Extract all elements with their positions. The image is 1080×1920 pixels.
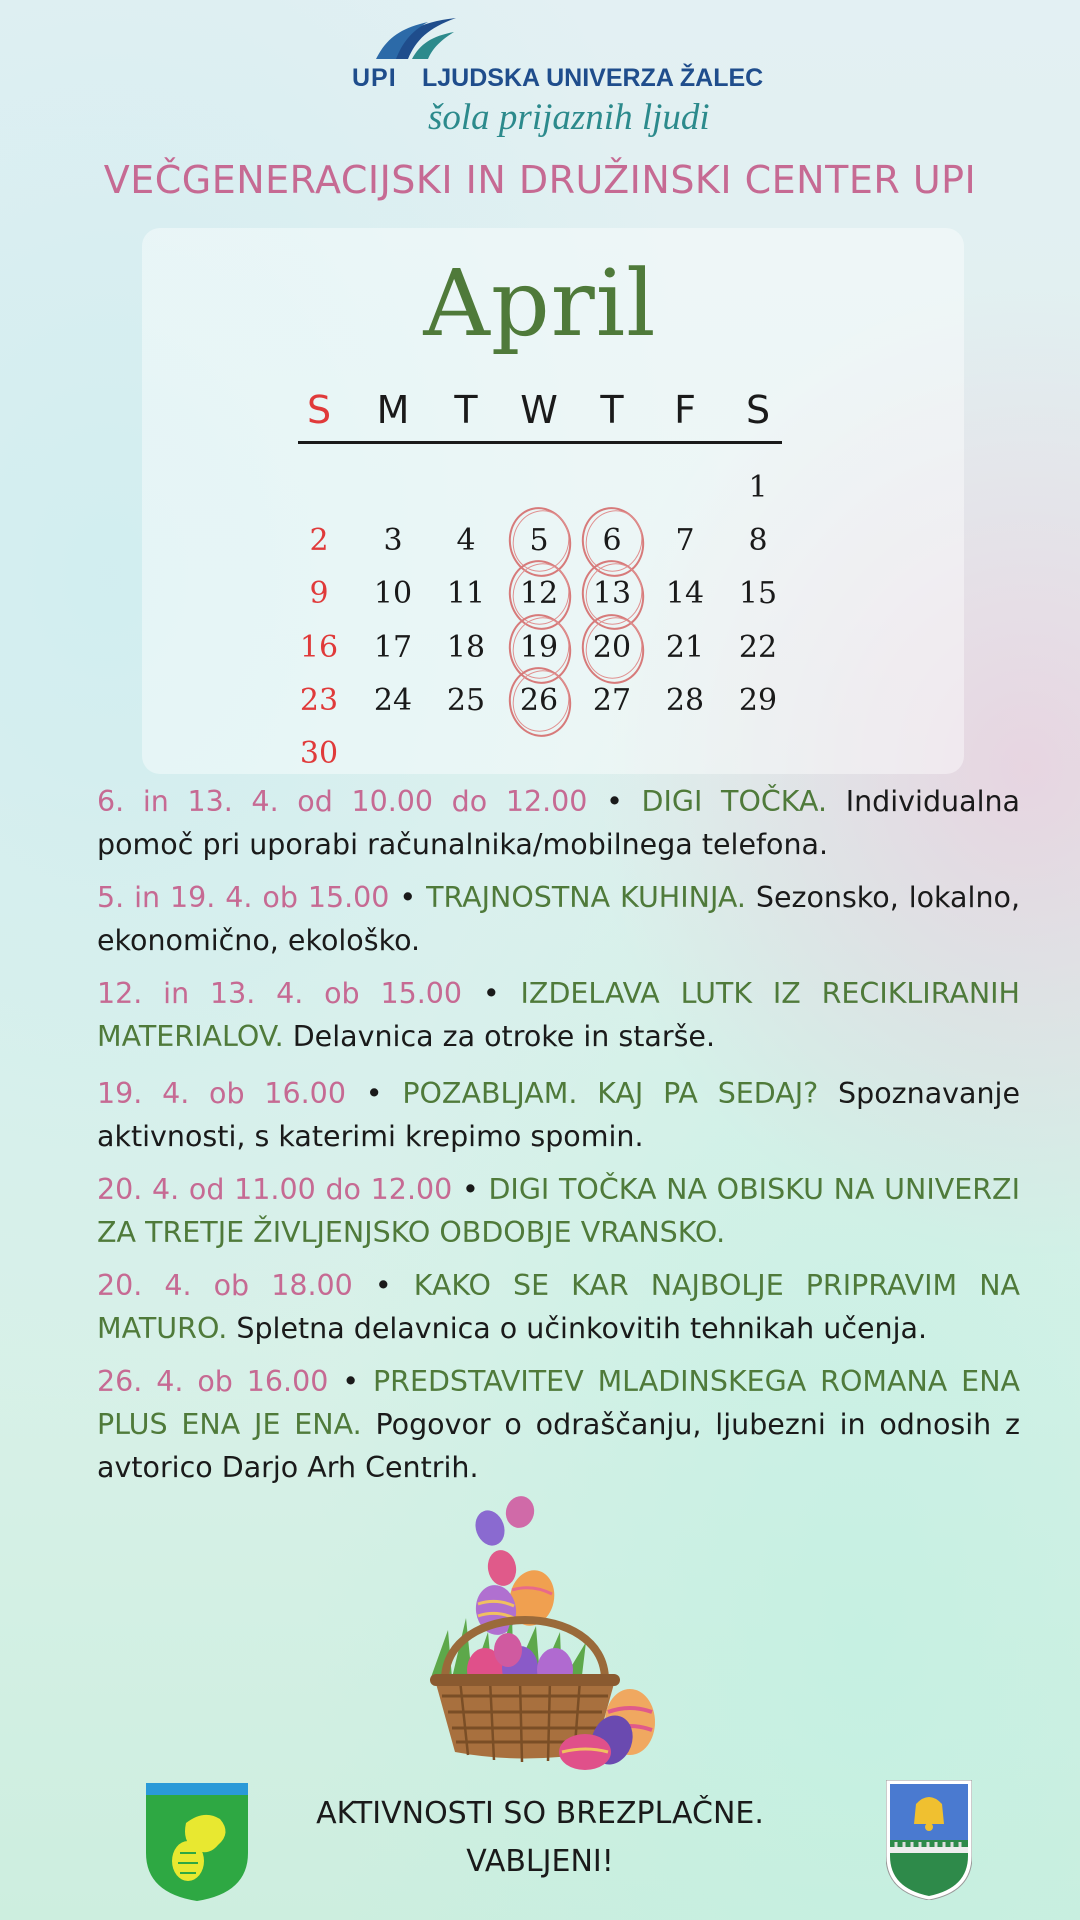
event-date: 6. in 13. 4. od 10.00 do 12.00 [97,785,588,818]
calendar-day: 21 [665,630,705,665]
logo-slogan-text: šola prijaznih ljudi [428,97,710,138]
calendar-day: 17 [373,630,413,665]
event-date: 19. 4. ob 16.00 [97,1077,346,1110]
calendar-day: 24 [373,683,413,718]
calendar-day: 4 [456,523,476,558]
event-date: 20. 4. od 11.00 do 12.00 [97,1173,453,1206]
easter-basket-icon [390,1490,690,1780]
calendar-day: 15 [738,576,778,611]
footer-line-welcome: VABLJENI! [466,1844,614,1879]
calendar-day: 8 [748,523,768,558]
event-item [97,972,1020,1058]
event-description: Spletna delavnica o učinkovitih tehnikah učenja. [236,1312,928,1345]
event-item [97,780,1020,866]
event-date: 12. in 13. 4. ob 15.00 [97,977,463,1010]
event-title: PREDSTAVITEV MLADINSKEGA ROMANA ENA PLUS ENA JE ENA. [97,1365,1021,1441]
bullet-separator: • [587,785,642,818]
calendar-day: 27 [592,683,632,718]
event-description: Individualna pomoč pri uporabi računalnika/mobilnega telefona. [97,785,1021,861]
bullet-separator: • [328,1365,373,1398]
calendar-day-header: F [674,388,696,432]
calendar-day: 22 [738,630,778,665]
calendar-day: 5 [529,523,549,558]
calendar-day: 26 [519,683,559,718]
event-description: Delavnica za otroke in starše. [292,1020,716,1053]
calendar-day: 18 [446,630,486,665]
page-title: VEČGENERACIJSKI IN DRUŽINSKI CENTER UPI [103,158,977,202]
calendar-day: 30 [299,736,339,771]
calendar-day: 19 [519,630,559,665]
event-item [97,1168,1020,1254]
calendar-day: 10 [373,576,413,611]
calendar-day: 7 [675,523,695,558]
calendar-day: 16 [299,630,339,665]
bullet-separator: • [389,881,427,914]
calendar-day: 1 [748,470,768,505]
bullet-separator: • [352,1269,414,1302]
calendar-day: 11 [446,576,486,611]
calendar-day: 13 [592,576,632,611]
bullet-separator: • [462,977,521,1010]
calendar-day-header: T [454,388,478,432]
event-item [97,1072,1020,1158]
calendar-day: 29 [738,683,778,718]
event-title: DIGI TOČKA. [641,785,828,818]
calendar-day: 14 [665,576,705,611]
calendar-day: 2 [309,523,329,558]
upi-logo [352,14,764,138]
calendar-day-headers [298,388,782,438]
calendar-day: 6 [602,523,622,558]
bell-crest-icon [886,1780,972,1900]
event-title: IZDELAVA LUTK IZ RECIKLIRANIH MATERIALOV. [97,977,1020,1053]
event-item [97,1360,1020,1489]
event-title: TRAJNOSTNA KUHINJA. [426,881,746,914]
logo-upi-text: UPI [352,64,397,92]
calendar-day: 25 [446,683,486,718]
calendar-day-header: S [745,388,771,432]
calendar-month: April [423,250,657,357]
event-list [97,780,1020,1489]
calendar-day: 28 [665,683,705,718]
event-date: 20. 4. ob 18.00 [97,1269,353,1302]
wave-logo-icon [368,14,458,64]
bullet-separator: • [452,1173,489,1206]
footer-line-free: AKTIVNOSTI SO BREZPLAČNE. [316,1796,764,1831]
event-description: Pogovor o odraščanju, ljubezni in odnosih z avtorico Darjo Arh Centrih. [97,1408,1020,1484]
calendar-day: 23 [299,683,339,718]
event-title: POZABLJAM. KAJ PA SEDAJ? [402,1077,819,1110]
calendar-day: 3 [383,523,403,558]
event-item [97,1264,1020,1350]
event-description: Sezonsko, lokalno, ekonomično, ekološko. [97,881,1020,957]
bullet-separator: • [345,1077,403,1110]
calendar-day-header: W [520,388,558,432]
calendar-day-header: S [306,388,332,432]
event-date: 26. 4. ob 16.00 [97,1365,329,1398]
event-title: KAKO SE KAR NAJBOLJE PRIPRAVIM NA MATURO. [97,1269,1021,1345]
calendar-day: 20 [592,630,632,665]
calendar-divider [298,441,782,444]
calendar-day: 12 [519,576,559,611]
logo-name-text: LJUDSKA UNIVERZA ŽALEC [422,64,764,92]
calendar-day: 9 [309,576,329,611]
event-item [97,876,1020,962]
event-date: 5. in 19. 4. ob 15.00 [97,881,390,914]
calendar-day-header: T [600,388,624,432]
event-description: Spoznavanje aktivnosti, s katerimi krepimo spomin. [97,1077,1020,1153]
calendar-day-header: M [376,388,410,432]
event-title: DIGI TOČKA NA OBISKU NA UNIVERZI ZA TRETJE ŽIVLJENJSKO OBDOBJE VRANSKO. [97,1173,1020,1249]
